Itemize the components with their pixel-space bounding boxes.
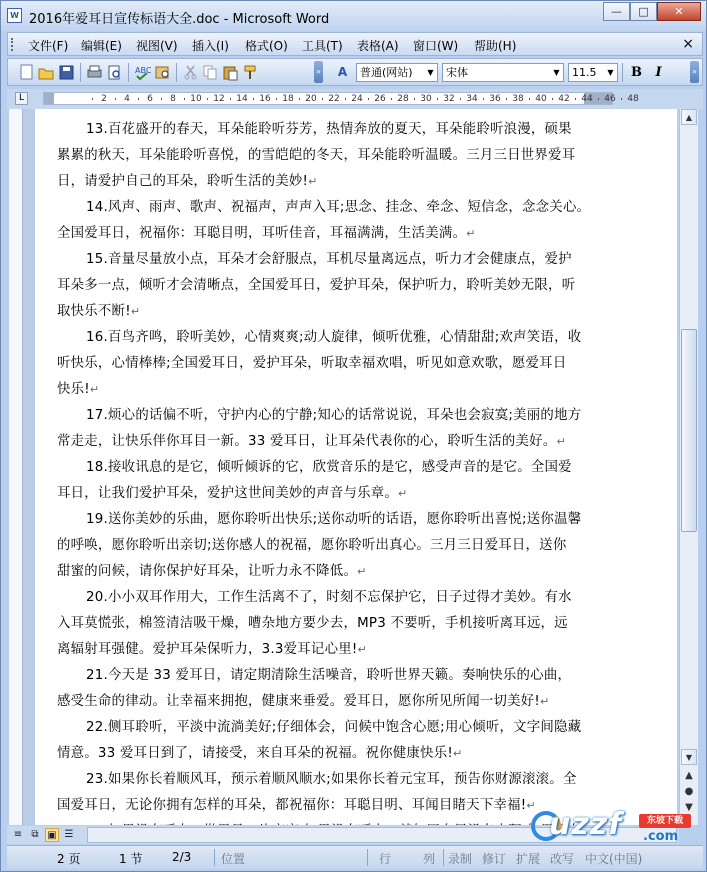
restore-button[interactable]: □	[630, 2, 657, 21]
format-painter-icon[interactable]	[242, 64, 259, 81]
chevron-down-icon[interactable]: ▼	[427, 68, 434, 77]
toolbar-options-chevron[interactable]: »	[314, 61, 323, 83]
vertical-ruler[interactable]	[9, 109, 23, 825]
paragraph-mark-icon: ↵	[357, 643, 367, 656]
paragraph-line	[57, 637, 607, 663]
ruler-tick	[184, 98, 185, 100]
paragraph-text: 全国爱耳日，祝福你：耳聪目明，耳听佳音，耳福满满，生活美满。	[57, 226, 467, 241]
close-button[interactable]: ✕	[657, 2, 701, 21]
save-icon[interactable]	[58, 64, 75, 81]
styles-pane-icon[interactable]: A	[337, 65, 348, 79]
ruler-number: 16	[259, 94, 271, 104]
status-position: 位置	[221, 852, 246, 866]
status-revise[interactable]: 修订	[482, 852, 507, 866]
ruler-number: 34	[466, 94, 478, 104]
status-column: 列	[423, 852, 436, 866]
scroll-down-icon[interactable]: ▼	[681, 749, 697, 765]
paragraph-line	[57, 455, 607, 481]
status-separator	[214, 849, 215, 866]
paragraph-text: 的呼唤，愿你聆听出亲切;送你感人的祝福，愿你聆听出真心。三月三日爱耳日，送你	[57, 538, 567, 553]
document-paragraph[interactable]	[57, 325, 607, 403]
paragraph-mark-icon: ↵	[452, 747, 463, 760]
paragraph-line	[57, 429, 607, 455]
bold-button[interactable]: B	[631, 65, 642, 80]
ruler-number: 46	[604, 94, 616, 104]
watermark-brand: uzzf	[549, 807, 623, 842]
copy-icon[interactable]	[202, 64, 219, 81]
ruler-number: 26	[374, 94, 386, 104]
print-preview-icon[interactable]	[106, 64, 123, 81]
paragraph-line	[57, 273, 607, 299]
ruler-tick	[115, 98, 116, 100]
cut-icon[interactable]	[182, 64, 199, 81]
ruler-number: 48	[627, 94, 639, 104]
paragraph-line	[57, 663, 607, 689]
status-extend[interactable]: 扩展	[516, 852, 541, 866]
tab-selector-icon[interactable]: L	[15, 92, 28, 105]
font-size-value: 11.5	[572, 66, 597, 79]
title-bar[interactable]	[1, 1, 706, 31]
document-paragraph[interactable]	[57, 715, 607, 767]
paragraph-mark-icon: ↵	[89, 383, 100, 396]
vertical-scrollbar[interactable]	[679, 109, 698, 825]
paragraph-text: 20.小小双耳作用大，工作生活离不了，时刻不忘保护它，日子过得才美妙。有水	[86, 590, 572, 605]
paragraph-mark-icon: ↵	[540, 695, 550, 708]
normal-view-icon[interactable]: ≡	[13, 829, 23, 840]
paragraph-text: 16.百鸟齐鸣，聆听美妙，心情爽爽;动人旋律，倾听优雅，心情甜甜;欢声笑语，收	[86, 330, 582, 345]
ruler-tick	[552, 98, 553, 100]
paragraph-mark-icon: ↵	[526, 799, 536, 812]
toolbar	[7, 58, 703, 86]
paragraph-line	[57, 195, 607, 221]
ruler-number: 6	[147, 94, 153, 104]
paragraph-text: 耳朵多一点，倾听才会清晰点，全国爱耳日，爱护耳朵，保护听力，聆听美妙无限，听	[57, 278, 576, 293]
paragraph-text: 21.今天是 33 爱耳日，请定期清除生活噪音，聆听世界天籁。奏响快乐的心曲，	[86, 668, 572, 683]
ruler-tick	[575, 98, 576, 100]
ruler-number: 8	[170, 94, 176, 104]
paragraph-line	[57, 767, 607, 793]
paragraph-line	[57, 689, 607, 715]
ruler-tick	[138, 98, 139, 100]
status-record[interactable]: 录制	[448, 852, 473, 866]
style-select[interactable]	[356, 63, 438, 82]
ruler-number: 24	[351, 94, 363, 104]
paragraph-line	[57, 585, 607, 611]
paragraph-line	[57, 559, 607, 585]
paragraph-text: 快乐!	[57, 382, 90, 397]
paragraph-line	[57, 143, 607, 169]
status-section: 1 节	[119, 852, 143, 866]
new-icon[interactable]	[18, 64, 35, 81]
ruler-number: 18	[282, 94, 294, 104]
toolbar-separator	[622, 63, 623, 82]
status-page-of: 2/3	[172, 850, 192, 864]
ruler-tick	[253, 98, 254, 100]
toolbar-separator	[80, 63, 81, 82]
paragraph-text: 累累的秋天，耳朵能聆听喜悦，的雪皑皑的冬天，耳朵能聆听温暖。三月三日世界爱耳	[57, 148, 576, 163]
svg-text:ABC: ABC	[135, 66, 151, 75]
font-size-select[interactable]	[568, 63, 618, 82]
paragraph-line	[57, 611, 607, 637]
menu-window[interactable]: 窗口(W)	[413, 39, 459, 53]
status-line: 行	[379, 852, 392, 866]
menu-table[interactable]: 表格(A)	[357, 39, 399, 53]
paragraph-line	[57, 741, 607, 767]
status-language: 中文(中国)	[585, 852, 643, 866]
research-icon[interactable]	[154, 64, 171, 81]
ruler-number: 38	[512, 94, 524, 104]
toolbar-separator	[128, 63, 129, 82]
paste-icon[interactable]	[222, 64, 239, 81]
ruler-number: 32	[443, 94, 455, 104]
chevron-down-icon[interactable]: ▼	[607, 68, 614, 77]
toolbar-separator	[176, 63, 177, 82]
paragraph-line	[57, 403, 607, 429]
paragraph-mark-icon: ↵	[398, 487, 408, 500]
paragraph-text: 17.烦心的话偏不听，守护内心的宁静;知心的话常说说，耳朵也会寂寞;美丽的地方	[86, 408, 582, 423]
ruler-number: 12	[213, 94, 225, 104]
watermark-tld: .com	[643, 829, 679, 844]
ruler-tick	[529, 98, 530, 100]
menu-insert[interactable]: 插入(I)	[192, 39, 229, 53]
paragraph-text: 情意。33 爱耳日到了，请接受，来自耳朵的祝福。祝你健康快乐!	[57, 746, 453, 761]
ruler-number: 42	[558, 94, 570, 104]
paragraph-text: 听快乐，心情棒棒;全国爱耳日，爱护耳朵，听取幸福欢唱，听见如意欢歌，愿爱耳日	[57, 356, 567, 371]
status-overwrite[interactable]: 改写	[550, 852, 575, 866]
ruler-tick	[368, 98, 369, 100]
ruler-number: 30	[420, 94, 432, 104]
menu-view[interactable]: 视图(V)	[136, 39, 178, 53]
ruler-tick	[598, 98, 599, 100]
style-select-value: 普通(网站)	[360, 66, 413, 79]
ruler-tick	[161, 98, 162, 100]
ruler-tick	[345, 98, 346, 100]
ruler-number: 36	[489, 94, 501, 104]
menu-edit[interactable]: 编辑(E)	[81, 39, 122, 53]
outline-view-icon[interactable]: ☰	[64, 829, 74, 840]
web-layout-view-icon[interactable]: ⧉	[31, 829, 39, 840]
document-paragraph[interactable]	[57, 117, 607, 195]
paragraph-line	[57, 351, 607, 377]
next-page-icon[interactable]: ▼	[685, 802, 693, 813]
previous-page-icon[interactable]: ▲	[685, 770, 693, 781]
print-layout-view-icon[interactable]: ▣	[45, 828, 59, 842]
horizontal-ruler[interactable]	[43, 92, 639, 105]
menu-grip[interactable]	[11, 38, 16, 51]
font-select-value: 宋体	[446, 66, 468, 79]
ruler-number: 22	[328, 94, 340, 104]
menu-bar	[7, 32, 703, 56]
paragraph-text: 18.接收讯息的是它，倾听倾诉的它，欣赏音乐的是它，感受声音的是它。全国爱	[86, 460, 572, 475]
paragraph-line	[57, 325, 607, 351]
paragraph-text: 13.百花盛开的春天，耳朵能聆听芬芳，热情奔放的夏天，耳朵能聆听浪漫，硕果	[86, 122, 572, 137]
document-paragraph[interactable]	[57, 247, 607, 325]
document-paragraph[interactable]	[57, 195, 607, 247]
caption-buttons	[603, 2, 701, 22]
ruler-tick	[230, 98, 231, 100]
paragraph-mark-icon: ↵	[357, 565, 367, 578]
paragraph-text: 感受生命的律动。让幸福来拥抱，健康来垂爱。爱耳日，愿你所见所闻一切美好!	[57, 694, 541, 709]
ruler-tick	[621, 98, 622, 100]
menu-tools[interactable]: 工具(T)	[302, 39, 343, 53]
paragraph-text: 耳日，让我们爱护耳朵，爱护这世间美妙的声音与乐章。	[57, 486, 399, 501]
ruler-number: 4	[124, 94, 130, 104]
document-page[interactable]	[35, 109, 677, 825]
ruler-number: 28	[397, 94, 409, 104]
paragraph-text: 入耳莫慌张，棉签清洁吸干燥，嘈杂地方要少去，MP3 不要听，手机接听离耳远，远	[57, 616, 568, 631]
paragraph-line	[57, 221, 607, 247]
select-browse-object-icon[interactable]: ●	[684, 786, 694, 797]
paragraph-mark-icon: ↵	[556, 435, 566, 448]
ruler-tick	[322, 98, 323, 100]
paragraph-line	[57, 507, 607, 533]
ruler-number: 44	[581, 94, 593, 104]
ruler-number: 10	[190, 94, 202, 104]
paragraph-mark-icon: ↵	[130, 305, 141, 318]
ruler-tick	[483, 98, 484, 100]
ruler-left-margin	[44, 93, 54, 104]
status-separator	[367, 849, 368, 866]
toolbar-options-chevron[interactable]: »	[690, 61, 699, 83]
ruler-tick	[414, 98, 415, 100]
ruler-number: 2	[101, 94, 107, 104]
ruler-number: 20	[305, 94, 317, 104]
paragraph-text: 甜蜜的问候，请你保护好耳朵，让听力永不降低。	[57, 564, 358, 579]
window-title: 2016年爱耳日宣传标语大全.doc - Microsoft Word	[29, 12, 330, 27]
minimize-button[interactable]: —	[603, 2, 630, 21]
ruler-tick	[391, 98, 392, 100]
document-paragraph[interactable]	[57, 585, 607, 663]
ruler-tick	[506, 98, 507, 100]
word-app-icon[interactable]: W	[7, 8, 22, 23]
horizontal-ruler-area	[7, 89, 703, 109]
paragraph-line	[57, 117, 607, 143]
close-document-icon[interactable]: ×	[682, 36, 694, 52]
paragraph-text: 常走走，让快乐伴你耳目一新。33 爱耳日，让耳朵代表你的心，聆听生活的美好。	[57, 434, 557, 449]
paragraph-line	[57, 481, 607, 507]
paragraph-text: 取快乐不断!	[57, 304, 131, 319]
paragraph-text: 22.侧耳聆听，平淡中流淌美好;仔细体会，问候中饱含心愿;用心倾听，文字间隐藏	[86, 720, 582, 735]
ruler-number: 40	[535, 94, 547, 104]
paragraph-text: 19.送你美妙的乐曲，愿你聆听出快乐;送你动听的话语，愿你聆听出喜悦;送你温馨	[86, 512, 582, 527]
status-separator	[443, 849, 444, 866]
menu-file[interactable]: 文件(F)	[28, 39, 69, 53]
paragraph-text: 14.风声、雨声、歌声、祝福声，声声入耳;思念、挂念、牵念、短信念，念念关心。	[86, 200, 591, 215]
print-icon[interactable]	[86, 64, 103, 81]
paragraph-line	[57, 169, 607, 195]
paragraph-text	[86, 824, 581, 825]
open-icon[interactable]	[38, 64, 55, 81]
ruler-tick	[437, 98, 438, 100]
document-paragraph[interactable]	[57, 403, 607, 455]
menu-help[interactable]: 帮助(H)	[474, 39, 517, 53]
paragraph-line	[57, 533, 607, 559]
scroll-thumb[interactable]	[681, 329, 697, 532]
ruler-tick	[207, 98, 208, 100]
paragraph-line	[57, 715, 607, 741]
paragraph-mark-icon: ↵	[466, 227, 476, 240]
status-page: 2 页	[57, 852, 81, 866]
chevron-down-icon[interactable]: ▼	[553, 68, 560, 77]
menu-format[interactable]: 格式(O)	[245, 39, 288, 53]
ruler-number: 14	[236, 94, 248, 104]
document-paragraph[interactable]	[57, 507, 607, 585]
paragraph-text: 国爱耳日，无论你拥有怎样的耳朵，都祝福你：耳聪目明、耳闻目睹天下幸福!	[57, 798, 527, 813]
font-select[interactable]	[442, 63, 564, 82]
paragraph-line	[57, 247, 607, 273]
ruler-tick	[299, 98, 300, 100]
watermark-tag: 东坡下载	[639, 814, 691, 828]
ruler-tick	[460, 98, 461, 100]
paragraph-text: 23.如果你长着顺风耳，预示着顺风顺水;如果你长着元宝耳，预告你财源滚滚。全	[86, 772, 577, 787]
paragraph-text: 15.音量尽量放小点，耳朵才会舒服点，耳机尽量离远点，听力才会健康点，爱护	[86, 252, 572, 267]
paragraph-line	[57, 377, 607, 403]
ruler-tick	[92, 98, 93, 100]
italic-button[interactable]: I	[655, 65, 662, 80]
uzzf-watermark-logo	[521, 801, 701, 861]
paragraph-text: 日，请爱护自己的耳朵，聆听生活的美妙!	[57, 174, 309, 189]
ruler-tick	[276, 98, 277, 100]
document-paragraph[interactable]	[57, 663, 607, 715]
paragraph-line	[57, 299, 607, 325]
document-paragraph[interactable]	[57, 455, 607, 507]
scroll-up-icon[interactable]: ▲	[681, 109, 697, 125]
paragraph-mark-icon: ↵	[308, 175, 318, 188]
paragraph-text: 离辐射耳强健。爱护耳朵保听力，3.3爱耳记心里!	[57, 642, 358, 657]
spelling-icon[interactable]	[134, 64, 151, 81]
